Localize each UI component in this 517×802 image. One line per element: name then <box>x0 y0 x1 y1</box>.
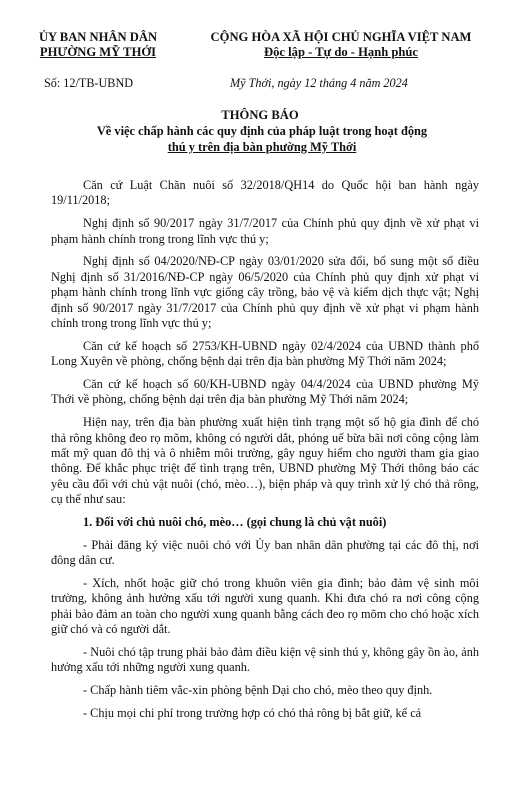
document-title: THÔNG BÁO <box>221 108 299 122</box>
list-item: - Phải đăng ký việc nuôi chó với Ủy ban nhân dân phường tại các đô thị, nơi đông dân cư. <box>51 537 479 568</box>
paragraph: Hiện nay, trên địa bàn phường xuất hiện tình trạng một số hộ gia đình để chó thả rông không đeo rọ mõm, không có người dắt, phóng uế bừa bãi nơi công cộng làm mất mỹ quan đô thị và ô nhiễm môi trường, gây nguy hiểm cho người tham gia giao thông. Để khắc phục triệt để tình trạng trên, UBND phường Mỹ Thới thông báo các yêu cầu đối với chủ vật nuôi (chó, mèo…), biện pháp và quy trình xử lý chó thả rông, cụ thể như sau: <box>51 415 479 507</box>
paragraph: Căn cứ kế hoạch số 2753/KH-UBND ngày 02/4/2024 của UBND thành phố Long Xuyên về phòng, chống bệnh dại trên địa bàn phường Mỹ Thới năm 2024; <box>51 338 479 369</box>
list-item: - Chấp hành tiêm vắc-xin phòng bệnh Dại cho chó, mèo theo quy định. <box>83 683 433 698</box>
paragraph: Căn cứ kế hoạch số 60/KH-UBND ngày 04/4/2024 của UBND phường Mỹ Thới về phòng, chống bệnh dại trên địa bàn phường Mỹ Thới năm 2024; <box>51 377 479 407</box>
issuer-name: ỦY BAN NHÂN DÂN <box>38 30 158 44</box>
document-subtitle <box>52 123 472 155</box>
list-item: - Nuôi chó tập trung phải bảo đảm điều kiện vệ sinh thú y, không gây ồn ào, ảnh hưởng xấu tới những người xung quanh. <box>51 645 479 675</box>
subtitle-line-1: Về việc chấp hành các quy định của pháp luật trong hoạt động <box>96 124 428 138</box>
paragraph: Căn cứ Luật Chăn nuôi số 32/2018/QH14 do Quốc hội ban hành ngày 19/11/2018; <box>51 178 479 208</box>
country-name: CỘNG HÒA XÃ HỘI CHỦ NGHĨA VIỆT NAM <box>210 30 472 44</box>
national-motto-block <box>183 30 499 60</box>
paragraph: Nghị định số 90/2017 ngày 31/7/2017 của Chính phủ quy định về xử phạt vi phạm hành chính trong trong lĩnh vực thú y; <box>51 216 479 246</box>
list-item: - Chịu mọi chi phí trong trường hợp có chó thả rông bị bắt giữ, kể cả <box>83 706 422 721</box>
document-body <box>51 178 479 729</box>
section-heading: 1. Đối với chủ nuôi chó, mèo… (gọi chung là chủ vật nuôi) <box>83 515 387 530</box>
subtitle-line-2: thú y trên địa bàn phường Mỹ Thới <box>167 140 357 154</box>
issuer-block <box>24 30 172 60</box>
document-date: Mỹ Thới, ngày 12 tháng 4 năm 2024 <box>230 76 408 90</box>
motto: Độc lập - Tự do - Hạnh phúc <box>264 45 418 59</box>
paragraph: Nghị định số 04/2020/NĐ-CP ngày 03/01/2020 sửa đổi, bổ sung một số điều Nghị định số 31/2016/NĐ-CP ngày 06/5/2020 của Chính phủ quy định xử phạt vi phạm hành chính trong lĩnh vực giống cây trồng, bảo vệ và kiểm dịch thực vật; Nghị định số 90/2017 ngày 31/7/2017 của Chính phủ quy định về xử phạt vi phạm hành chính trong trong lĩnh vực thú y; <box>51 254 479 331</box>
issuer-ward: PHƯỜNG MỸ THỚI <box>39 45 157 59</box>
list-item: - Xích, nhốt hoặc giữ chó trong khuôn viên gia đình; bảo đảm vệ sinh môi trường, không ảnh hưởng xấu tới người xung quanh. Khi đưa chó ra nơi công cộng phải bảo đảm an toàn cho người xung quanh bằng cách đeo rọ mõm cho chó hoặc xích giữ chó và có người dắt. <box>51 576 479 637</box>
document-number: Số: 12/TB-UBND <box>44 76 134 90</box>
